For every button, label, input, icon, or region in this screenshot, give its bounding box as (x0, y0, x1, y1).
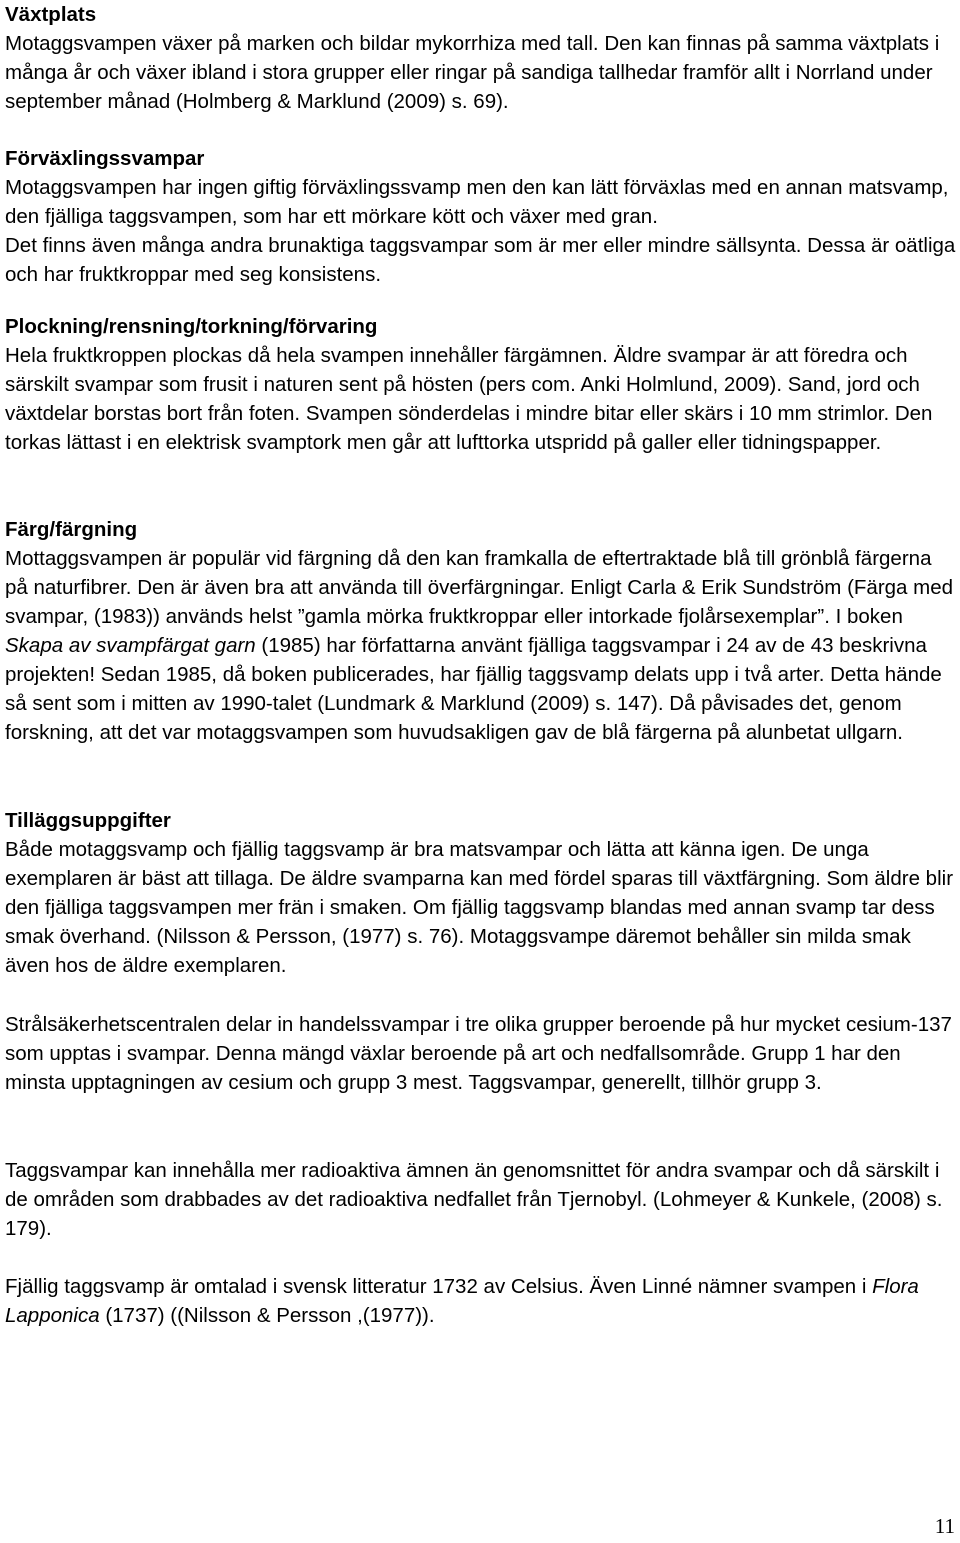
farg-text-before-title: Mottaggsvampen är populär vid färgning då den kan framkalla de eftertraktade blå till grönblå färgerna på naturfibrer. Den är även bra att använda till överfärgningar. Enligt Carla & Erik Sundström (Färga med svampar, (1983)) används helst ”gamla mörka fruktkroppar eller intorkade fjolårsexemplar”. I boken (5, 547, 954, 628)
book-title-skapa: Skapa av svampfärgat garn (5, 634, 256, 657)
paragraph-forvaxling-2: Det finns även många andra brunaktiga taggsvampar som är mer eller mindre sällsynta. Dessa är oätliga och har fruktkroppar med seg konsistens. (5, 234, 956, 286)
paragraph-farg (5, 544, 957, 747)
heading-vaxtplats: Växtplats (5, 3, 97, 26)
paragraph-stralsakerhet: Strålsäkerhetscentralen delar in handelssvampar i tre olika grupper beroende på hur mycket cesium-137 som upptas i svampar. Denna mängd växlar beroende på art och nedfallsområde. Grupp 1 har den minsta upptagningen av cesium och grupp 3 mest. Taggsvampar, generellt, tillhör grupp 3. (5, 1013, 952, 1094)
heading-farg: Färg/färgning (5, 518, 138, 541)
paragraph-tillagg: Både motaggsvamp och fjällig taggsvamp är bra matsvampar och lätta att känna igen. De unga exemplaren är bäst att tillaga. De äldre svamparna kan med fördel sparas till växtfärgning. Som äldre blir den fjälliga taggsvampen mer frän i smaken. Om fjällig taggsvamp blandas med annan svamp tar dess smak överhand. (Nilsson & Persson, (1977) s. 76). Motaggsvampe däremot behåller sin milda smak även hos de äldre exemplaren. (5, 838, 954, 977)
section-tillagg (5, 806, 957, 980)
section-vaxtplats (5, 0, 957, 116)
litteratur-text-before-title: Fjällig taggsvamp är omtalad i svensk litteratur 1732 av Celsius. Även Linné nämner svampen i (5, 1275, 873, 1298)
heading-tillagg: Tilläggsuppgifter (5, 809, 171, 832)
litteratur-text-after-title: (1737) ((Nilsson & Persson ,(1977)). (99, 1304, 435, 1327)
heading-forvaxling: Förväxlingssvampar (5, 147, 205, 170)
heading-plockning: Plockning/rensning/torkning/förvaring (5, 315, 378, 338)
paragraph-plockning: Hela fruktkroppen plockas då hela svampen innehåller färgämnen. Äldre svampar är att föredra och särskilt svampar som frusit i naturen sent på hösten (pers com. Anki Holmlund, 2009). Sand, jord och växtdelar borstas bort från foten. Svampen sönderdelas i mindre bitar eller skärs i 10 mm strimlor. Den torkas lättast i en elektrisk svamptork men går att lufttorka utspridd på galler eller tidningspapper. (5, 344, 933, 454)
paragraph-litteratur (5, 1272, 957, 1330)
page-number: 11 (934, 1514, 955, 1538)
section-plockning (5, 312, 957, 457)
paragraph-radioaktiv: Taggsvampar kan innehålla mer radioaktiva ämnen än genomsnittet för andra svampar och då särskilt i de områden som drabbades av det radioaktiva nedfallet från Tjernobyl. (Lohmeyer & Kunkele, (2008) s. 179). (5, 1159, 943, 1240)
section-litteratur (5, 1272, 957, 1330)
paragraph-forvaxling-1: Motaggsvampen har ingen giftig förväxlingssvamp men den kan lätt förväxlas med en annan matsvamp, den fjälliga taggsvampen, som har ett mörkare kött och växer med gran. (5, 176, 949, 228)
section-stralsakerhet (5, 1010, 957, 1097)
book-title-flora: Flora Lapponica (5, 1275, 919, 1327)
section-farg (5, 515, 957, 747)
section-radioaktiv (5, 1156, 957, 1243)
paragraph-vaxtplats: Motaggsvampen växer på marken och bildar mykorrhiza med tall. Den kan finnas på samma växtplats i många år och växer ibland i stora grupper eller ringar på sandiga tallhedar framför allt i Norrland under september månad (Holmberg & Marklund (2009) s. 69). (5, 32, 940, 113)
section-forvaxling (5, 144, 957, 289)
farg-text-after-title: (1985) har författarna använt fjälliga taggsvampar i 24 av de 43 beskrivna projekten! Sedan 1985, då boken publicerades, har fjällig taggsvamp delats upp i två arter. Detta hände så sent som i mitten av 1990-talet (Lundmark & Marklund (2009) s. 147). Då påvisades det, genom forskning, att det var motaggsvampen som huvudsakligen gav de blå färgerna på alunbetat ullgarn. (5, 634, 942, 744)
